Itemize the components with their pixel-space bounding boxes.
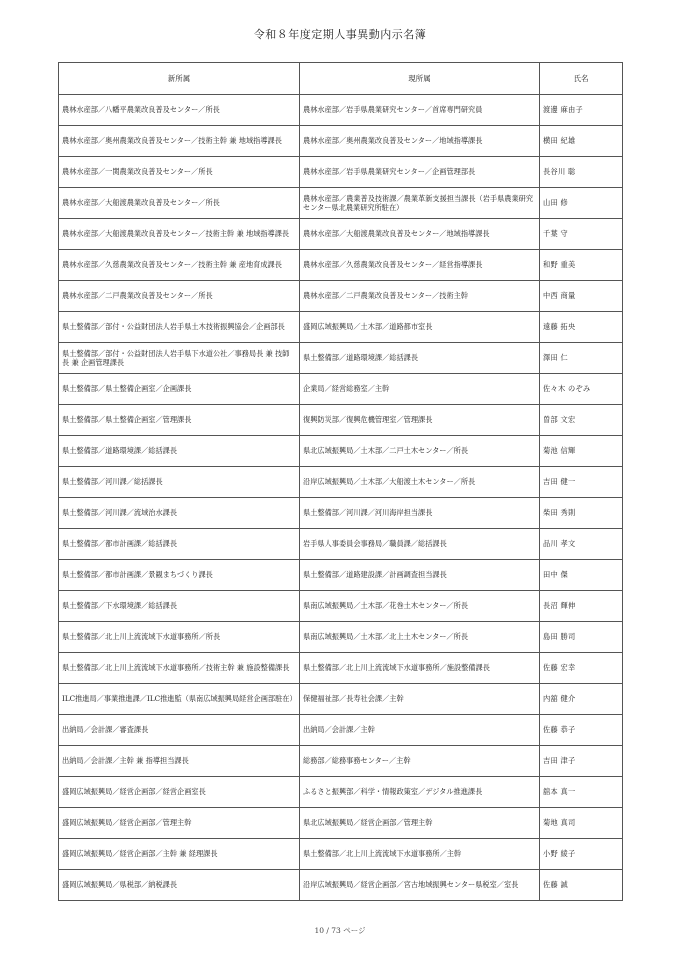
new-position-cell: 盛岡広域振興局／経営企画部／経営企画室長: [59, 777, 300, 808]
current-position-cell: 県土整備部／河川課／河川海岸担当課長: [300, 498, 540, 529]
new-position-cell: ILC推進局／事業推進課／ILC推進監（県南広域振興局経営企画部駐在）: [59, 684, 300, 715]
new-position-cell: 県土整備部／北上川上流流域下水道事務所／技術主幹 兼 施設整備課長: [59, 653, 300, 684]
current-position-cell: 県南広域振興局／土木部／北上土木センター／所長: [300, 622, 540, 653]
new-position-cell: 出納局／会計課／主幹 兼 指導担当課長: [59, 746, 300, 777]
table-row: [59, 436, 623, 467]
new-position-cell: 出納局／会計課／審査課長: [59, 715, 300, 746]
table-row: [59, 653, 623, 684]
name-cell: 横田 紀雄: [540, 126, 623, 157]
new-position-cell: 盛岡広域振興局／経営企画部／管理主幹: [59, 808, 300, 839]
name-cell: 佐藤 恭子: [540, 715, 623, 746]
current-position-cell: 県北広域振興局／土木部／二戸土木センター／所長: [300, 436, 540, 467]
table-row: [59, 529, 623, 560]
table-row: [59, 808, 623, 839]
table-row: [59, 498, 623, 529]
current-position-cell: 県土整備部／北上川上流流域下水道事務所／主幹: [300, 839, 540, 870]
name-cell: 菊池 信輝: [540, 436, 623, 467]
new-position-cell: 盛岡広域振興局／経営企画部／主幹 兼 経理課長: [59, 839, 300, 870]
current-position-cell: 沿岸広域振興局／経営企画部／宮古地域振興センター県税室／室長: [300, 870, 540, 901]
current-position-cell: 岩手県人事委員会事務局／職員課／総括課長: [300, 529, 540, 560]
table-row: [59, 219, 623, 250]
current-position-cell: 県土整備部／道路環境課／総括課長: [300, 343, 540, 374]
table-row: [59, 715, 623, 746]
table-row: [59, 746, 623, 777]
name-cell: 千葉 守: [540, 219, 623, 250]
name-cell: 澤田 仁: [540, 343, 623, 374]
table-row: [59, 622, 623, 653]
current-position-cell: 県北広域振興局／経営企画部／管理主幹: [300, 808, 540, 839]
name-cell: 内舘 健介: [540, 684, 623, 715]
name-cell: 遠藤 拓央: [540, 312, 623, 343]
table-row: [59, 188, 623, 219]
table-row: [59, 684, 623, 715]
name-cell: 島田 勝司: [540, 622, 623, 653]
new-position-cell: 県土整備部／河川課／流域治水課長: [59, 498, 300, 529]
name-cell: 舘本 真一: [540, 777, 623, 808]
new-position-cell: 県土整備部／道路環境課／総括課長: [59, 436, 300, 467]
new-position-cell: 県土整備部／部付・公益財団法人岩手県土木技術振興協会／企画部長: [59, 312, 300, 343]
current-position-cell: 農林水産部／大船渡農業改良普及センター／地域指導課長: [300, 219, 540, 250]
name-cell: 渡邊 麻由子: [540, 95, 623, 126]
new-position-cell: 農林水産部／奥州農業改良普及センター／技術主幹 兼 地域指導課長: [59, 126, 300, 157]
name-cell: 品川 孝文: [540, 529, 623, 560]
current-position-cell: 農林水産部／久慈農業改良普及センター／経営指導課長: [300, 250, 540, 281]
current-position-cell: 復興防災部／復興危機管理室／管理課長: [300, 405, 540, 436]
new-position-cell: 県土整備部／県土整備企画室／企画課長: [59, 374, 300, 405]
new-position-cell: 県土整備部／都市計画課／総括課長: [59, 529, 300, 560]
name-cell: 柴田 秀則: [540, 498, 623, 529]
table-row: [59, 374, 623, 405]
page-title: 令和８年度定期人事異動内示名簿: [253, 28, 427, 41]
table-row: [59, 281, 623, 312]
current-position-cell: 保健福祉部／長寿社会課／主幹: [300, 684, 540, 715]
name-cell: 吉田 健一: [540, 467, 623, 498]
name-cell: 曽部 文宏: [540, 405, 623, 436]
personnel-table: [58, 62, 623, 901]
name-cell: 佐藤 宏幸: [540, 653, 623, 684]
table-row: [59, 95, 623, 126]
current-position-cell: 県土整備部／道路建設課／計画調査担当課長: [300, 560, 540, 591]
name-cell: 小野 綾子: [540, 839, 623, 870]
table-row: [59, 250, 623, 281]
table-header-row: [59, 63, 623, 95]
new-position-cell: 農林水産部／一関農業改良普及センター／所長: [59, 157, 300, 188]
current-position-cell: 県土整備部／北上川上流流域下水道事務所／施設整備課長: [300, 653, 540, 684]
new-position-cell: 県土整備部／都市計画課／景観まちづくり課長: [59, 560, 300, 591]
name-cell: 和野 重美: [540, 250, 623, 281]
name-cell: 田中 傑: [540, 560, 623, 591]
table-row: [59, 405, 623, 436]
table-row: [59, 343, 623, 374]
current-position-cell: 農林水産部／岩手県農業研究センター／首席専門研究員: [300, 95, 540, 126]
table-row: [59, 839, 623, 870]
table-row: [59, 560, 623, 591]
new-position-cell: 農林水産部／八幡平農業改良普及センター／所長: [59, 95, 300, 126]
name-cell: 佐々木 のぞみ: [540, 374, 623, 405]
name-cell: 山田 修: [540, 188, 623, 219]
table-row: [59, 870, 623, 901]
name-cell: 佐藤 誠: [540, 870, 623, 901]
table-row: [59, 126, 623, 157]
new-position-cell: 農林水産部／二戸農業改良普及センター／所長: [59, 281, 300, 312]
new-position-cell: 県土整備部／県土整備企画室／管理課長: [59, 405, 300, 436]
new-position-cell: 県土整備部／北上川上流流域下水道事務所／所長: [59, 622, 300, 653]
table-row: [59, 591, 623, 622]
header-new-position: 新所属: [59, 63, 300, 95]
current-position-cell: 沿岸広域振興局／土木部／大船渡土木センター／所長: [300, 467, 540, 498]
new-position-cell: 県土整備部／河川課／総括課長: [59, 467, 300, 498]
table-row: [59, 467, 623, 498]
current-position-cell: 農林水産部／岩手県農業研究センター／企画管理部長: [300, 157, 540, 188]
current-position-cell: 農林水産部／奥州農業改良普及センター／地域指導課長: [300, 126, 540, 157]
table-row: [59, 777, 623, 808]
new-position-cell: 農林水産部／大船渡農業改良普及センター／技術主幹 兼 地域指導課長: [59, 219, 300, 250]
table-row: [59, 157, 623, 188]
new-position-cell: 農林水産部／大船渡農業改良普及センター／所長: [59, 188, 300, 219]
header-name: 氏名: [540, 63, 623, 95]
current-position-cell: 盛岡広域振興局／土木部／道路都市室長: [300, 312, 540, 343]
current-position-cell: 県南広域振興局／土木部／花巻土木センター／所長: [300, 591, 540, 622]
name-cell: 長谷川 聡: [540, 157, 623, 188]
table-row: [59, 312, 623, 343]
current-position-cell: 農林水産部／農業普及技術課／農業革新支援担当課長（岩手県農業研究センター県北農業研究所駐在）: [300, 188, 540, 219]
name-cell: 中西 商量: [540, 281, 623, 312]
name-cell: 菊地 真司: [540, 808, 623, 839]
page-number: 10 / 73 ページ: [314, 926, 366, 935]
current-position-cell: 総務部／総務事務センター／主幹: [300, 746, 540, 777]
new-position-cell: 盛岡広域振興局／県税部／納税課長: [59, 870, 300, 901]
current-position-cell: 企業局／経営総務室／主幹: [300, 374, 540, 405]
name-cell: 長沼 輝伸: [540, 591, 623, 622]
new-position-cell: 県土整備部／部付・公益財団法人岩手県下水道公社／事務局長 兼 技師長 兼 企画管理課長: [59, 343, 300, 374]
current-position-cell: ふるさと振興部／科学・情報政策室／デジタル推進課長: [300, 777, 540, 808]
current-position-cell: 農林水産部／二戸農業改良普及センター／技術主幹: [300, 281, 540, 312]
current-position-cell: 出納局／会計課／主幹: [300, 715, 540, 746]
new-position-cell: 県土整備部／下水環境課／総括課長: [59, 591, 300, 622]
new-position-cell: 農林水産部／久慈農業改良普及センター／技術主幹 兼 産地育成課長: [59, 250, 300, 281]
header-current-position: 現所属: [300, 63, 540, 95]
name-cell: 吉田 津子: [540, 746, 623, 777]
